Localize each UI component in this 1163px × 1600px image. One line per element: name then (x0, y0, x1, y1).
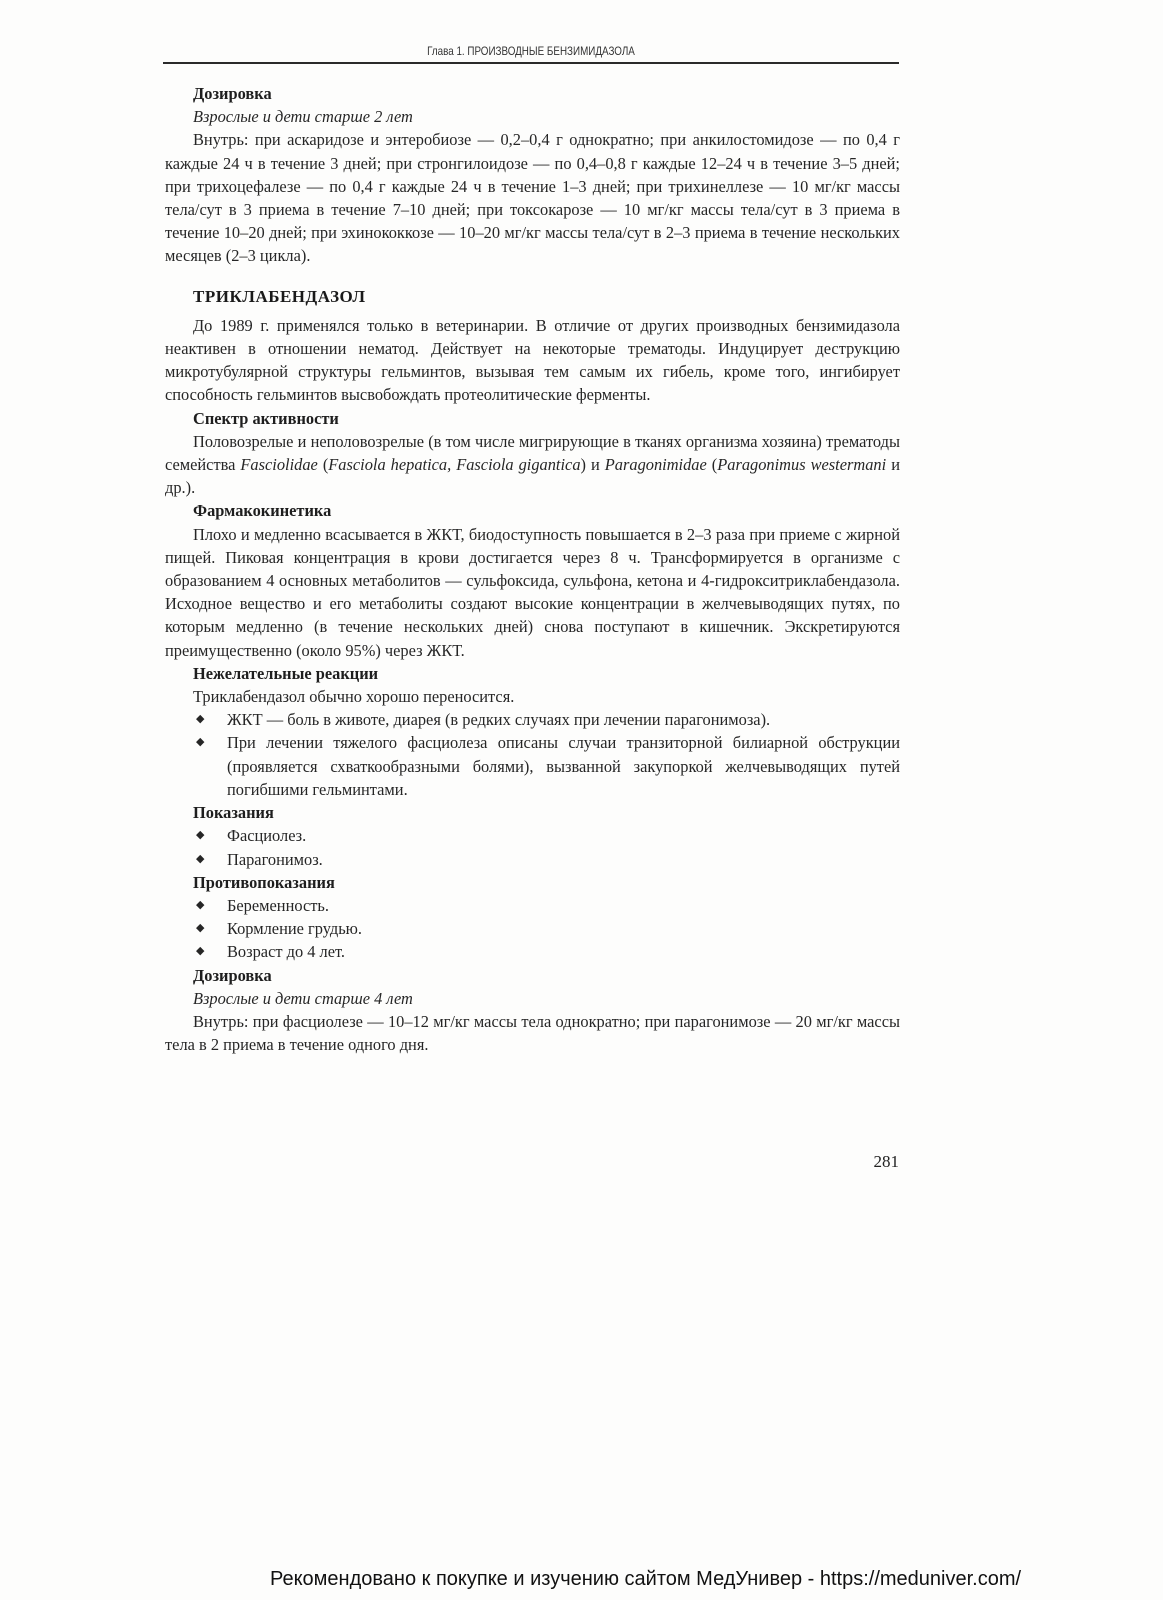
adverse-list (165, 708, 900, 801)
list-item-text: Беременность. (227, 895, 329, 915)
bullet-icon: ◆ (196, 922, 205, 935)
spectrum-text-3: ) и (580, 455, 605, 475)
indications-list (165, 824, 900, 870)
species-paragonimus: Paragonimus westermani (717, 455, 887, 475)
spectrum-heading: Спектр активности (193, 408, 339, 428)
list-item-text: Возраст до 4 лет. (227, 942, 346, 962)
pharmacokinetics-text: Плохо и медленно всасывается в ЖКТ, биодоступность повышается в 2–3 раза при приеме с жирной пищей. Пиковая концентрация в крови достигается через 8 ч. Трансформируется в организме с образованием 4 основных метаболитов — сульфоксида, сульфона, кетона и 4-гидрокситриклабендазола. Исходное вещество и его метаболиты создают высокие концентрации в желчевыводящих путях, по которым медленно (в течение нескольких дней) снова поступают в кишечник. Экскретируются преимущественно (около 95%) через ЖКТ. (165, 524, 900, 660)
adverse-intro: Триклабендазол обычно хорошо переносится. (193, 687, 515, 707)
bullet-icon: ◆ (196, 898, 205, 911)
contraindications-heading: Противопоказания (193, 872, 335, 892)
list-item-text: Фасциолез. (227, 826, 307, 846)
list-item-text: Парагонимоз. (227, 849, 323, 869)
page-content (165, 82, 900, 1056)
bullet-icon: ◆ (196, 713, 205, 726)
running-head: Глава 1. ПРОИЗВОДНЫЕ БЕНЗИМИДАЗОЛА (427, 44, 635, 58)
bullet-icon: ◆ (196, 945, 205, 958)
contraindications-list (165, 894, 900, 964)
page-number: 281 (873, 1152, 899, 1171)
section-title-triclabendazole: ТРИКЛАБЕНДАЗОЛ (193, 286, 366, 306)
list-item-text: Кормление грудью. (227, 919, 363, 939)
triclabendazole-dosing-heading: Дозировка (193, 965, 272, 985)
adverse-heading: Нежелательные реакции (193, 663, 379, 683)
bullet-icon: ◆ (196, 829, 205, 842)
spectrum-text-5: и др.). (165, 455, 900, 498)
triclabendazole-dosing-text: Внутрь: при фасциолезе — 10–12 мг/кг массы тела однократно; при парагонимозе — 20 мг/кг массы тела в 2 приема в течение одного дня. (165, 1011, 900, 1055)
triclabendazole-dosing-population: Взрослые и дети старше 4 лет (193, 988, 413, 1008)
footer-watermark: Рекомендовано к покупке и изучению сайтом МедУнивер - https://meduniver.com/ (270, 1568, 1022, 1590)
list-item (165, 824, 900, 847)
list-item (165, 940, 900, 963)
pharmacokinetics-heading: Фармакокинетика (193, 501, 332, 521)
family-paragonimidae: Paragonimidae (604, 455, 707, 475)
bullet-icon: ◆ (196, 852, 205, 865)
spectrum-text (165, 430, 900, 500)
list-item (165, 731, 900, 801)
spectrum-text-2: ( (317, 455, 329, 475)
list-item (165, 894, 900, 917)
spectrum-text-1: Половозрелые и неполовозрелые (в том числе мигрирующие в тканях организма хозяина) трематоды семейства (165, 431, 900, 475)
list-item (165, 917, 900, 940)
triclabendazole-intro: До 1989 г. применялся только в ветеринарии. В отличие от других производных бензимидазола неактивен в отношении нематод. Действует на некоторые трематоды. Индуцирует деструкцию микротубулярной структуры гельминтов, вызывая тем самым их гибель, кроме того, ингибирует способность гельминтов высвобождать протеолитические ферменты. (165, 315, 900, 405)
bullet-icon: ◆ (196, 736, 205, 749)
list-item (165, 848, 900, 871)
list-item (165, 708, 900, 731)
albendazole-dosing-text: Внутрь: при аскаридозе и энтеробиозе — 0,2–0,4 г однократно; при анкилостомидозе — по 0,4 г каждые 24 ч в течение 3 дней; при стронгилоидозе — по 0,4–0,8 г каждые 12–24 ч в течение 3–5 дней; при трихоцефалезе — по 0,4 г каждые 24 ч в течение 1–3 дней; при трихинеллезе — 10 мг/кг массы тела/сут в 3 приема в течение 7–10 дней; при токсокарозе — 10 мг/кг массы тела/сут в 3 приема в течение 10–20 дней; при эхинококкозе — 10–20 мг/кг массы тела/сут в 2–3 приема в течение нескольких месяцев (2–3 цикла). (165, 130, 900, 266)
header-rule (163, 62, 899, 64)
indications-heading: Показания (193, 803, 274, 823)
albendazole-dosing-population: Взрослые и дети старше 2 лет (193, 107, 413, 127)
species-fasciola: Fasciola hepatica, Fasciola gigantica (328, 455, 581, 475)
family-fasciolidae: Fasciolidae (240, 455, 318, 475)
spectrum-text-4: ( (706, 455, 718, 475)
list-item-text: ЖКТ — боль в животе, диарея (в редких случаях при лечении парагонимоза). (227, 710, 771, 730)
list-item-text: При лечении тяжелого фасциолеза описаны случаи транзиторной билиарной обструкции (проявляется схваткообразными болями), вызванной закупоркой желчевыводящих путей погибшими гельминтами. (227, 733, 900, 799)
albendazole-dosing-heading: Дозировка (193, 84, 272, 103)
